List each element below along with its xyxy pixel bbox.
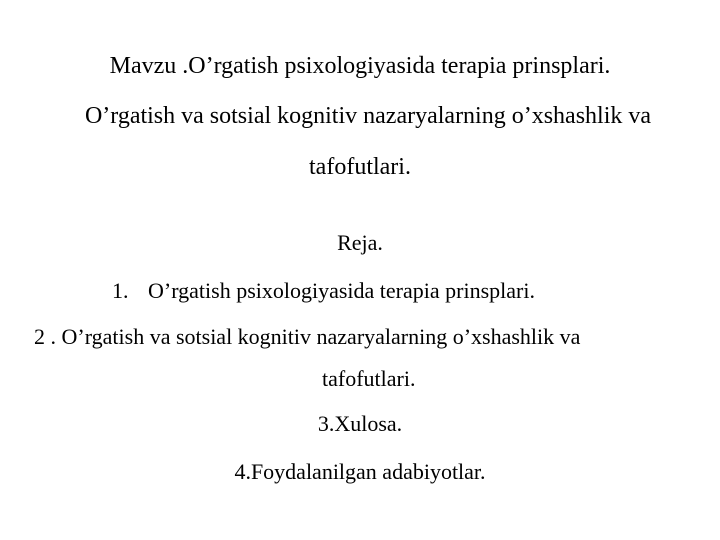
plan-heading: Reja. [337, 230, 383, 255]
title-line-1: Mavzu .O’rgatish psixologiyasida terapia prinsplari. [109, 53, 611, 79]
plan-item-4: 4.Foydalanilgan adabiyotlar. [234, 459, 486, 484]
plan-item-1-text: O’rgatish psixologiyasida terapia prinsplari. [148, 278, 535, 303]
plan-item-1-number: 1. [112, 278, 129, 303]
title-line-2: O’rgatish va sotsial kognitiv nazaryalarning o’xshashlik va [84, 103, 652, 129]
title-line-3: tafofutlari. [309, 154, 411, 180]
plan-item-2-line-2: tafofutlari. [322, 366, 416, 391]
plan-item-3: 3.Xulosa. [317, 411, 403, 436]
plan-item-2-line-1: 2 . O’rgatish va sotsial kognitiv nazaryalarning o’xshashlik va [34, 324, 581, 349]
